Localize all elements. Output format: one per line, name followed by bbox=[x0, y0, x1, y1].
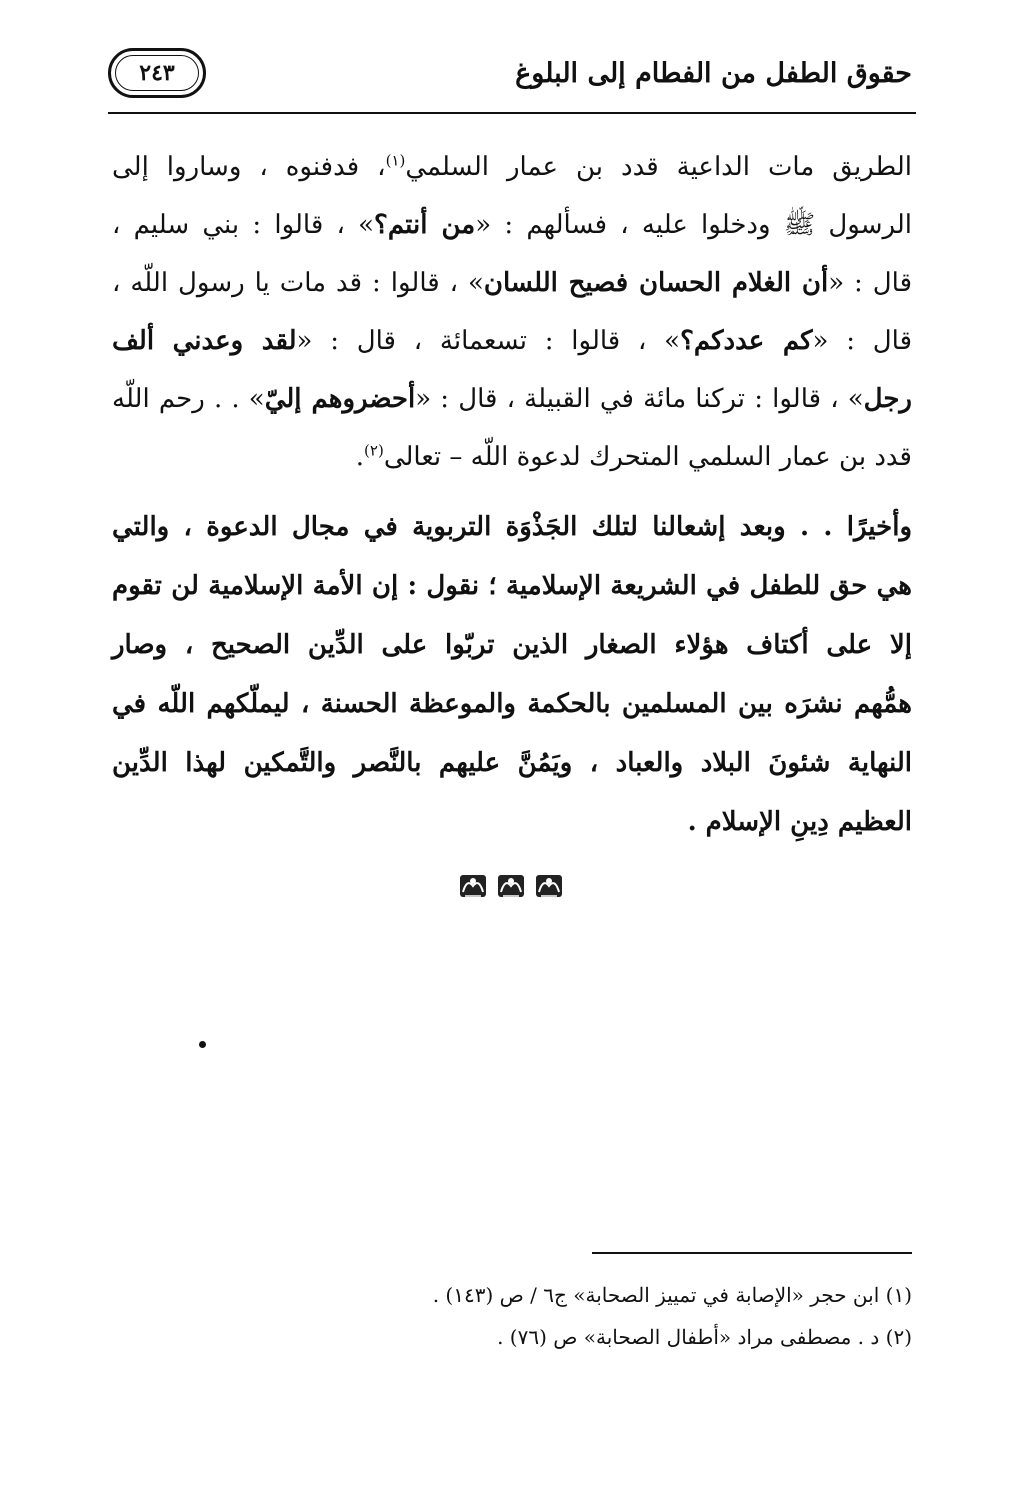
text-line: رجل» ، قالوا : تركنا مائة في القبيلة ، قال : «أحضروهم إليّ» . . رحم اللّه bbox=[112, 384, 912, 414]
footnote-ref-1: (١) bbox=[385, 151, 406, 170]
text-line: وأخيرًا . . وبعد إشعالنا لتلك الجَذْوَة التربوية في مجال الدعوة ، والتي bbox=[112, 512, 912, 542]
running-head-title: حقوق الطفل من الفطام إلى البلوغ bbox=[515, 58, 912, 89]
text-line: الطريق مات الداعية قدد بن عمار السلمي$^{(١)}$، فدفنوه ، وساروا إلى bbox=[112, 151, 912, 182]
text-line: قدد بن عمار السلمي المتحرك لدعوة اللّه – تعالى$^{(٢)}$. bbox=[355, 441, 912, 472]
text-line: قال : «كم عددكم؟» ، قالوا : تسعمائة ، قال : «لقد وعدني ألف bbox=[112, 326, 912, 356]
floral-ornament-icon bbox=[495, 872, 527, 900]
quote-text: كم عددكم؟ bbox=[680, 326, 813, 356]
paragraph-story bbox=[112, 138, 912, 486]
text-line: همُّهم نشرَه بين المسلمين بالحكمة والموعظة الحسنة ، ليملّكهم اللّه في bbox=[112, 689, 913, 719]
ink-dot bbox=[199, 1041, 206, 1048]
text-line: النهاية شئونَ البلاد والعباد ، ويَمُنَّ عليهم بالنَّصر والتَّمكين لهذا الدِّين bbox=[112, 748, 912, 778]
floral-ornament-icon bbox=[533, 872, 565, 900]
floral-ornament-icon bbox=[457, 872, 489, 900]
paragraph-conclusion bbox=[112, 498, 912, 852]
text-line: الرسول ﷺ ودخلوا عليه ، فسألهم : «من أنتم؟» ، قالوا : بني سليم ، bbox=[112, 210, 912, 240]
text-line: هي حق للطفل في الشريعة الإسلامية ؛ نقول : إن الأمة الإسلامية لن تقوم bbox=[112, 571, 912, 601]
page-number: ٢٤٣ bbox=[115, 55, 199, 91]
text-line: إلا على أكتاف هؤلاء الصغار الذين تربّوا على الدِّين الصحيح ، وصار bbox=[112, 630, 912, 660]
quote-text: لقد وعدني ألف bbox=[112, 326, 297, 356]
quote-text: من أنتم؟ bbox=[374, 210, 476, 240]
page-number-badge bbox=[108, 48, 206, 98]
quote-text: أحضروهم إليّ bbox=[264, 384, 416, 414]
quote-text: رجل bbox=[863, 384, 912, 414]
quote-text: أن الغلام الحسان فصيح اللسان bbox=[483, 268, 829, 298]
section-end-ornament bbox=[455, 872, 567, 902]
footnote-ref-2: (٢) bbox=[364, 441, 384, 460]
footnote-2: (٢) د . مصطفى مراد «أطفال الصحابة» ص (٧٦) . bbox=[497, 1325, 912, 1349]
text-line: العظيم دِينِ الإسلام . bbox=[687, 807, 912, 837]
footnote-1: (١) ابن حجر «الإصابة في تمييز الصحابة» ج٦ / ص (١٤٣) . bbox=[432, 1283, 912, 1307]
header-rule bbox=[108, 112, 916, 114]
footnote-rule bbox=[592, 1252, 912, 1254]
text-line: قال : «أن الغلام الحسان فصيح اللسان» ، قالوا : قد مات يا رسول اللّه ، bbox=[112, 268, 913, 298]
